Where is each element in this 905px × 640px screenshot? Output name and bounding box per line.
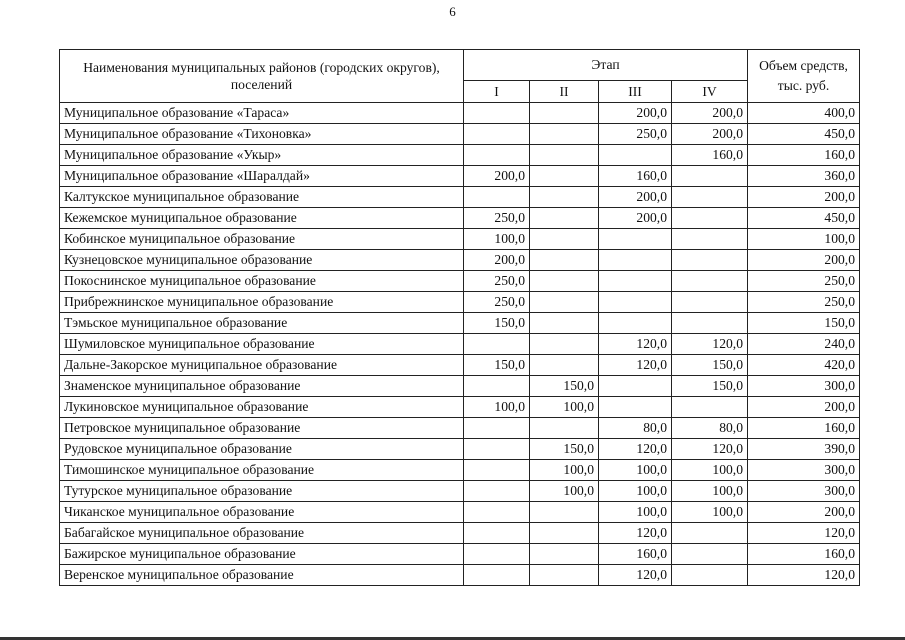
stage-3-cell — [599, 145, 672, 166]
stage-1-cell — [464, 124, 530, 145]
total-cell: 240,0 — [748, 334, 860, 355]
stage-2-cell — [530, 208, 599, 229]
stage-4-cell: 150,0 — [672, 355, 748, 376]
stage-1-cell — [464, 523, 530, 544]
table-row — [60, 145, 860, 166]
stage-3-cell: 120,0 — [599, 334, 672, 355]
stage-1-cell — [464, 439, 530, 460]
row-name: Покоснинское муниципальное образование — [60, 271, 464, 292]
page-number: 6 — [449, 4, 456, 19]
stage-4-cell: 120,0 — [672, 439, 748, 460]
table-row — [60, 439, 860, 460]
table-row — [60, 334, 860, 355]
row-name: Тутурское муниципальное образование — [60, 481, 464, 502]
row-name: Лукиновское муниципальное образование — [60, 397, 464, 418]
stage-4-cell: 200,0 — [672, 103, 748, 124]
stage-4-cell: 160,0 — [672, 145, 748, 166]
table-row — [60, 271, 860, 292]
stage-3-cell: 100,0 — [599, 481, 672, 502]
stage-4-cell: 120,0 — [672, 334, 748, 355]
row-name: Муниципальное образование «Укыр» — [60, 145, 464, 166]
funding-table — [59, 49, 860, 586]
total-cell: 120,0 — [748, 523, 860, 544]
stage-3-cell: 200,0 — [599, 103, 672, 124]
stage-2-cell — [530, 565, 599, 586]
stage-1-cell: 100,0 — [464, 397, 530, 418]
row-name: Чиканское муниципальное образование — [60, 502, 464, 523]
table-row — [60, 376, 860, 397]
stage-1-cell: 250,0 — [464, 208, 530, 229]
stage-1-cell — [464, 103, 530, 124]
stage-1-cell — [464, 418, 530, 439]
stage-4-cell — [672, 565, 748, 586]
stage-3-cell: 80,0 — [599, 418, 672, 439]
table-row — [60, 481, 860, 502]
header-stage: Этап — [464, 50, 748, 81]
total-cell: 300,0 — [748, 460, 860, 481]
table-row — [60, 565, 860, 586]
row-name: Тимошинское муниципальное образование — [60, 460, 464, 481]
total-cell: 420,0 — [748, 355, 860, 376]
row-name: Кузнецовское муниципальное образование — [60, 250, 464, 271]
table-row — [60, 544, 860, 565]
stage-3-cell: 160,0 — [599, 544, 672, 565]
stage-4-cell — [672, 523, 748, 544]
stage-4-cell — [672, 544, 748, 565]
total-cell: 450,0 — [748, 124, 860, 145]
total-cell: 160,0 — [748, 418, 860, 439]
row-name: Шумиловское муниципальное образование — [60, 334, 464, 355]
stage-1-cell: 100,0 — [464, 229, 530, 250]
table-row — [60, 397, 860, 418]
stage-2-cell — [530, 292, 599, 313]
row-name: Рудовское муниципальное образование — [60, 439, 464, 460]
total-cell: 360,0 — [748, 166, 860, 187]
stage-3-cell: 120,0 — [599, 355, 672, 376]
row-name: Муниципальное образование «Тараса» — [60, 103, 464, 124]
stage-1-cell — [464, 187, 530, 208]
stage-1-cell — [464, 544, 530, 565]
stage-1-cell: 150,0 — [464, 355, 530, 376]
stage-3-cell — [599, 397, 672, 418]
stage-1-cell: 250,0 — [464, 271, 530, 292]
table-row — [60, 208, 860, 229]
stage-4-cell — [672, 397, 748, 418]
header-stage-3: III — [599, 81, 672, 103]
stage-1-cell: 200,0 — [464, 166, 530, 187]
row-name: Бажирское муниципальное образование — [60, 544, 464, 565]
stage-1-cell: 200,0 — [464, 250, 530, 271]
stage-4-cell — [672, 187, 748, 208]
total-cell: 400,0 — [748, 103, 860, 124]
header-stage-2: II — [530, 81, 599, 103]
table-row — [60, 355, 860, 376]
row-name: Знаменское муниципальное образование — [60, 376, 464, 397]
row-name: Прибрежнинское муниципальное образование — [60, 292, 464, 313]
stage-3-cell: 160,0 — [599, 166, 672, 187]
stage-1-cell — [464, 376, 530, 397]
stage-4-cell: 100,0 — [672, 460, 748, 481]
table-row — [60, 502, 860, 523]
table-header-row — [60, 50, 860, 81]
total-cell: 120,0 — [748, 565, 860, 586]
row-name: Бабагайское муниципальное образование — [60, 523, 464, 544]
stage-2-cell — [530, 103, 599, 124]
stage-2-cell — [530, 187, 599, 208]
stage-2-cell: 150,0 — [530, 376, 599, 397]
stage-3-cell — [599, 229, 672, 250]
stage-4-cell — [672, 166, 748, 187]
stage-4-cell: 150,0 — [672, 376, 748, 397]
stage-1-cell — [464, 565, 530, 586]
stage-3-cell: 200,0 — [599, 187, 672, 208]
stage-2-cell — [530, 124, 599, 145]
stage-3-cell — [599, 292, 672, 313]
row-name: Муниципальное образование «Тихоновка» — [60, 124, 464, 145]
stage-2-cell — [530, 271, 599, 292]
row-name: Тэмьское муниципальное образование — [60, 313, 464, 334]
header-total: Объем средств, тыс. руб. — [748, 50, 860, 103]
stage-2-cell — [530, 250, 599, 271]
total-cell: 200,0 — [748, 397, 860, 418]
table-row — [60, 460, 860, 481]
stage-2-cell — [530, 502, 599, 523]
stage-1-cell — [464, 502, 530, 523]
stage-2-cell — [530, 334, 599, 355]
row-name: Муниципальное образование «Шаралдай» — [60, 166, 464, 187]
header-stage-1: I — [464, 81, 530, 103]
stage-2-cell — [530, 229, 599, 250]
total-cell: 160,0 — [748, 145, 860, 166]
stage-2-cell: 150,0 — [530, 439, 599, 460]
total-cell: 450,0 — [748, 208, 860, 229]
table-row — [60, 103, 860, 124]
stage-3-cell: 120,0 — [599, 439, 672, 460]
total-cell: 100,0 — [748, 229, 860, 250]
total-cell: 200,0 — [748, 187, 860, 208]
stage-4-cell — [672, 271, 748, 292]
stage-2-cell — [530, 418, 599, 439]
total-cell: 300,0 — [748, 376, 860, 397]
table-row — [60, 418, 860, 439]
row-name: Веренское муниципальное образование — [60, 565, 464, 586]
stage-4-cell: 100,0 — [672, 502, 748, 523]
stage-2-cell — [530, 355, 599, 376]
table-row — [60, 124, 860, 145]
table-row — [60, 229, 860, 250]
stage-2-cell — [530, 523, 599, 544]
stage-3-cell: 200,0 — [599, 208, 672, 229]
total-cell: 300,0 — [748, 481, 860, 502]
row-name: Петровское муниципальное образование — [60, 418, 464, 439]
stage-2-cell: 100,0 — [530, 460, 599, 481]
stage-3-cell: 120,0 — [599, 523, 672, 544]
row-name: Кобинское муниципальное образование — [60, 229, 464, 250]
stage-4-cell — [672, 208, 748, 229]
stage-4-cell: 80,0 — [672, 418, 748, 439]
stage-3-cell — [599, 250, 672, 271]
table-row — [60, 292, 860, 313]
stage-3-cell — [599, 271, 672, 292]
total-cell: 390,0 — [748, 439, 860, 460]
table-row — [60, 250, 860, 271]
stage-1-cell — [464, 460, 530, 481]
stage-3-cell: 120,0 — [599, 565, 672, 586]
table-row — [60, 187, 860, 208]
row-name: Калтукское муниципальное образование — [60, 187, 464, 208]
table-row — [60, 523, 860, 544]
stage-1-cell — [464, 145, 530, 166]
stage-4-cell: 200,0 — [672, 124, 748, 145]
stage-3-cell — [599, 313, 672, 334]
header-name: Наименования муниципальных районов (городских округов), поселений — [60, 50, 464, 103]
stage-4-cell: 100,0 — [672, 481, 748, 502]
stage-4-cell — [672, 229, 748, 250]
total-cell: 250,0 — [748, 292, 860, 313]
header-stage-4: IV — [672, 81, 748, 103]
total-cell: 160,0 — [748, 544, 860, 565]
table-row — [60, 166, 860, 187]
table-body — [60, 103, 860, 586]
stage-2-cell — [530, 544, 599, 565]
total-cell: 200,0 — [748, 250, 860, 271]
stage-2-cell — [530, 166, 599, 187]
stage-2-cell — [530, 313, 599, 334]
total-cell: 250,0 — [748, 271, 860, 292]
stage-1-cell: 150,0 — [464, 313, 530, 334]
total-cell: 150,0 — [748, 313, 860, 334]
stage-3-cell: 250,0 — [599, 124, 672, 145]
stage-3-cell: 100,0 — [599, 502, 672, 523]
stage-3-cell: 100,0 — [599, 460, 672, 481]
stage-4-cell — [672, 313, 748, 334]
stage-1-cell — [464, 334, 530, 355]
stage-2-cell: 100,0 — [530, 481, 599, 502]
stage-1-cell — [464, 481, 530, 502]
row-name: Кежемское муниципальное образование — [60, 208, 464, 229]
stage-4-cell — [672, 292, 748, 313]
stage-2-cell — [530, 145, 599, 166]
row-name: Дальне-Закорское муниципальное образование — [60, 355, 464, 376]
stage-4-cell — [672, 250, 748, 271]
stage-2-cell: 100,0 — [530, 397, 599, 418]
stage-1-cell: 250,0 — [464, 292, 530, 313]
total-cell: 200,0 — [748, 502, 860, 523]
table-row — [60, 313, 860, 334]
stage-3-cell — [599, 376, 672, 397]
